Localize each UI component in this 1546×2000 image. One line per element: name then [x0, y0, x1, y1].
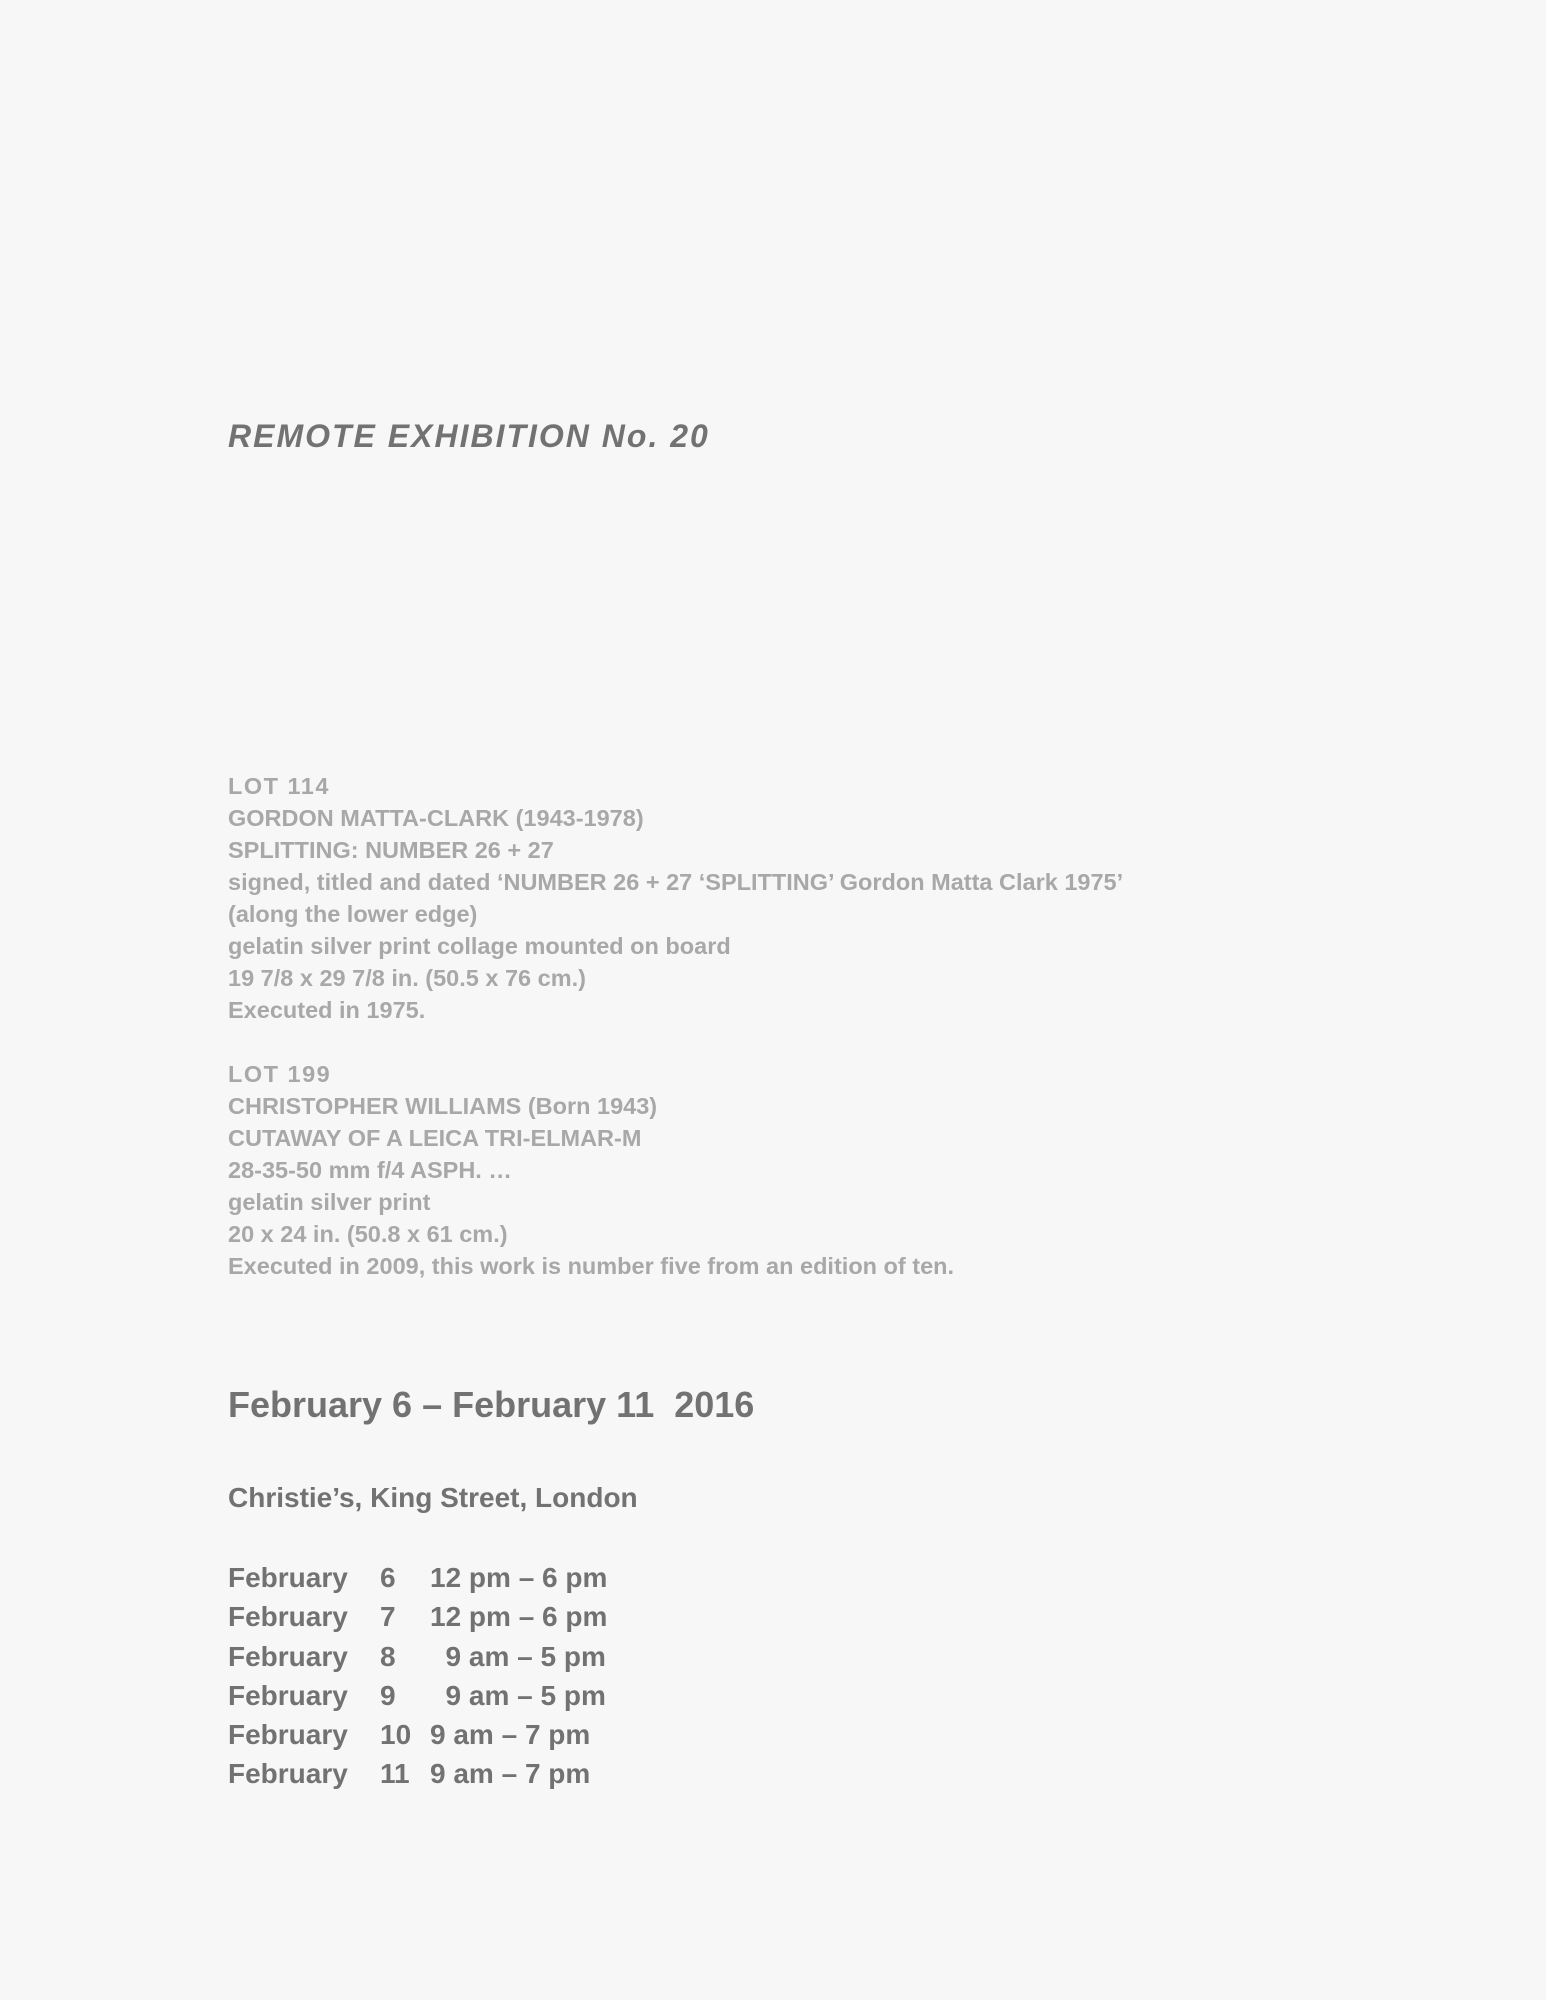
- exhibition-title: REMOTE EXHIBITION No. 20: [228, 418, 710, 454]
- schedule-hours: 9 am – 5 pm: [430, 1679, 606, 1711]
- schedule-row: [228, 1637, 680, 1676]
- schedule-day: 11: [380, 1758, 410, 1790]
- viewing-schedule: [228, 1558, 680, 1794]
- dimensions: 19 7/8 x 29 7/8 in. (50.5 x 76 cm.): [228, 965, 586, 991]
- schedule-day: 10: [380, 1719, 412, 1751]
- schedule-row: [228, 1676, 680, 1715]
- artist-name: GORDON MATTA-CLARK (1943-1978): [228, 805, 644, 831]
- schedule-day: 8: [380, 1640, 396, 1672]
- schedule-row: [228, 1558, 680, 1597]
- schedule-month: February: [228, 1562, 348, 1593]
- schedule-row: [228, 1715, 680, 1754]
- inscription: signed, titled and dated ‘NUMBER 26 + 27 ‘SPLITTING’ Gordon Matta Clark 1975’: [228, 869, 1124, 895]
- inscription-location: (along the lower edge): [228, 901, 478, 927]
- lot-199: [228, 1058, 1428, 1282]
- medium: gelatin silver print collage mounted on board: [228, 933, 731, 959]
- schedule-row: [228, 1597, 680, 1636]
- schedule-month: February: [228, 1679, 348, 1711]
- execution-date: Executed in 2009, this work is number five from an edition of ten.: [228, 1253, 955, 1279]
- schedule-month: February: [228, 1640, 348, 1672]
- schedule-hours: 9 am – 5 pm: [430, 1640, 606, 1672]
- schedule-day: 9: [380, 1679, 396, 1711]
- exhibition-dates: February 6 – February 11 2016: [228, 1384, 755, 1425]
- schedule-month: February: [228, 1601, 348, 1633]
- schedule-month: February: [228, 1758, 348, 1790]
- schedule-hours: 9 am – 7 pm: [430, 1719, 591, 1751]
- venue: Christie’s, King Street, London: [228, 1482, 638, 1513]
- schedule-day: 7: [380, 1601, 396, 1633]
- artwork-title-continued: 28-35-50 mm f/4 ASPH. …: [228, 1157, 512, 1183]
- lot-number: LOT 114: [228, 773, 330, 799]
- schedule-row: [228, 1754, 680, 1793]
- schedule-hours: 12 pm – 6 pm: [430, 1601, 608, 1633]
- artwork-title: SPLITTING: NUMBER 26 + 27: [228, 837, 554, 863]
- lot-114: [228, 770, 1428, 1026]
- medium: gelatin silver print: [228, 1189, 431, 1215]
- lot-number: LOT 199: [228, 1061, 332, 1087]
- lot-list: [228, 770, 1428, 1314]
- schedule-hours: 9 am – 7 pm: [430, 1758, 591, 1790]
- schedule-day: 6: [380, 1562, 396, 1593]
- schedule-hours: 12 pm – 6 pm: [430, 1562, 608, 1593]
- execution-date: Executed in 1975.: [228, 997, 426, 1023]
- schedule-month: February: [228, 1719, 348, 1751]
- artwork-title: CUTAWAY OF A LEICA TRI-ELMAR-M: [228, 1125, 642, 1151]
- artist-name: CHRISTOPHER WILLIAMS (Born 1943): [228, 1093, 658, 1119]
- dimensions: 20 x 24 in. (50.8 x 61 cm.): [228, 1221, 508, 1247]
